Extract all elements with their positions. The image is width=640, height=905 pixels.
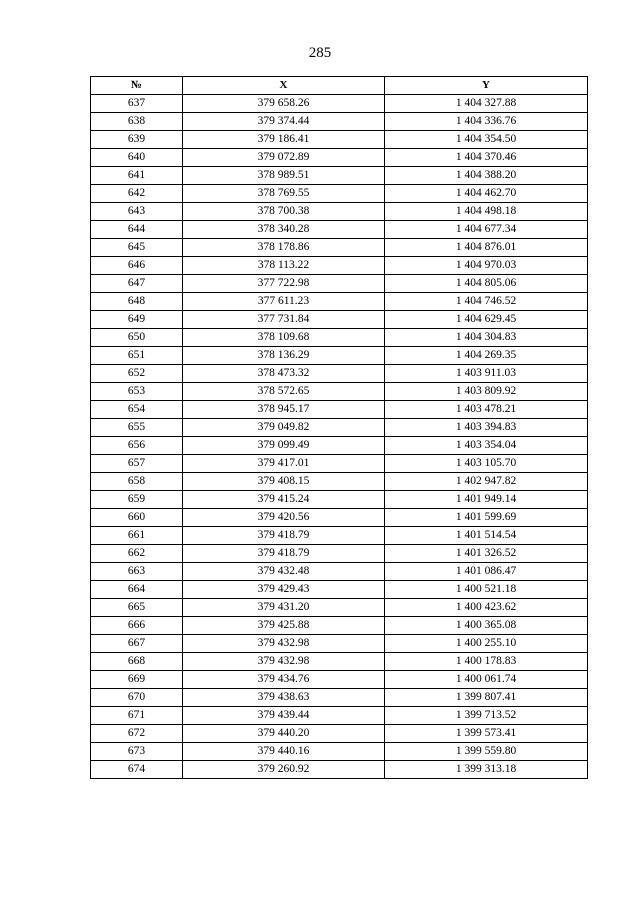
cell-y: 1 403 105.70 bbox=[385, 455, 588, 473]
cell-x: 378 769.55 bbox=[183, 185, 385, 203]
table-row bbox=[91, 473, 588, 491]
table-row bbox=[91, 509, 588, 527]
cell-number: 656 bbox=[91, 437, 183, 455]
cell-number: 646 bbox=[91, 257, 183, 275]
cell-number: 648 bbox=[91, 293, 183, 311]
table-row bbox=[91, 239, 588, 257]
cell-y: 1 404 327.88 bbox=[385, 95, 588, 113]
cell-y: 1 403 354.04 bbox=[385, 437, 588, 455]
cell-x: 377 731.84 bbox=[183, 311, 385, 329]
cell-y: 1 404 970.03 bbox=[385, 257, 588, 275]
cell-y: 1 403 911.03 bbox=[385, 365, 588, 383]
cell-x: 379 260.92 bbox=[183, 761, 385, 779]
cell-y: 1 402 947.82 bbox=[385, 473, 588, 491]
cell-number: 652 bbox=[91, 365, 183, 383]
cell-number: 647 bbox=[91, 275, 183, 293]
table-row bbox=[91, 707, 588, 725]
cell-x: 379 438.63 bbox=[183, 689, 385, 707]
cell-number: 649 bbox=[91, 311, 183, 329]
cell-y: 1 403 478.21 bbox=[385, 401, 588, 419]
cell-y: 1 399 313.18 bbox=[385, 761, 588, 779]
header-number: № bbox=[91, 77, 183, 95]
cell-x: 379 072.89 bbox=[183, 149, 385, 167]
cell-y: 1 404 336.76 bbox=[385, 113, 588, 131]
cell-y: 1 401 086.47 bbox=[385, 563, 588, 581]
cell-x: 379 431.20 bbox=[183, 599, 385, 617]
cell-x: 379 186.41 bbox=[183, 131, 385, 149]
table-row bbox=[91, 689, 588, 707]
cell-number: 638 bbox=[91, 113, 183, 131]
cell-x: 379 425.88 bbox=[183, 617, 385, 635]
cell-y: 1 401 599.69 bbox=[385, 509, 588, 527]
cell-x: 379 418.79 bbox=[183, 545, 385, 563]
table-body bbox=[91, 95, 588, 779]
cell-y: 1 401 949.14 bbox=[385, 491, 588, 509]
cell-number: 641 bbox=[91, 167, 183, 185]
cell-x: 378 136.29 bbox=[183, 347, 385, 365]
cell-x: 378 572.65 bbox=[183, 383, 385, 401]
table-row bbox=[91, 311, 588, 329]
cell-y: 1 404 876.01 bbox=[385, 239, 588, 257]
cell-y: 1 404 354.50 bbox=[385, 131, 588, 149]
table-row bbox=[91, 653, 588, 671]
cell-x: 378 340.28 bbox=[183, 221, 385, 239]
cell-y: 1 404 370.46 bbox=[385, 149, 588, 167]
table-row bbox=[91, 257, 588, 275]
cell-number: 674 bbox=[91, 761, 183, 779]
cell-x: 379 440.16 bbox=[183, 743, 385, 761]
table-row bbox=[91, 437, 588, 455]
cell-x: 379 432.98 bbox=[183, 635, 385, 653]
cell-number: 643 bbox=[91, 203, 183, 221]
cell-number: 669 bbox=[91, 671, 183, 689]
cell-x: 379 374.44 bbox=[183, 113, 385, 131]
cell-y: 1 404 746.52 bbox=[385, 293, 588, 311]
table-row bbox=[91, 743, 588, 761]
cell-number: 660 bbox=[91, 509, 183, 527]
cell-number: 651 bbox=[91, 347, 183, 365]
cell-number: 658 bbox=[91, 473, 183, 491]
table-row bbox=[91, 761, 588, 779]
cell-x: 378 113.22 bbox=[183, 257, 385, 275]
cell-x: 377 611.23 bbox=[183, 293, 385, 311]
table-row bbox=[91, 527, 588, 545]
table-row bbox=[91, 563, 588, 581]
cell-y: 1 404 629.45 bbox=[385, 311, 588, 329]
cell-x: 377 722.98 bbox=[183, 275, 385, 293]
table-row bbox=[91, 617, 588, 635]
table-row bbox=[91, 113, 588, 131]
table-header bbox=[91, 77, 588, 95]
table-row bbox=[91, 725, 588, 743]
cell-number: 644 bbox=[91, 221, 183, 239]
cell-y: 1 399 559.80 bbox=[385, 743, 588, 761]
table-row bbox=[91, 599, 588, 617]
cell-number: 664 bbox=[91, 581, 183, 599]
table-row bbox=[91, 167, 588, 185]
cell-y: 1 400 178.83 bbox=[385, 653, 588, 671]
cell-x: 379 429.43 bbox=[183, 581, 385, 599]
cell-number: 637 bbox=[91, 95, 183, 113]
cell-y: 1 400 423.62 bbox=[385, 599, 588, 617]
cell-x: 379 432.48 bbox=[183, 563, 385, 581]
cell-x: 379 440.20 bbox=[183, 725, 385, 743]
cell-x: 378 109.68 bbox=[183, 329, 385, 347]
cell-x: 379 658.26 bbox=[183, 95, 385, 113]
cell-number: 673 bbox=[91, 743, 183, 761]
cell-number: 654 bbox=[91, 401, 183, 419]
cell-y: 1 399 573.41 bbox=[385, 725, 588, 743]
table-row bbox=[91, 401, 588, 419]
cell-number: 662 bbox=[91, 545, 183, 563]
table-row bbox=[91, 365, 588, 383]
cell-y: 1 399 807.41 bbox=[385, 689, 588, 707]
cell-number: 663 bbox=[91, 563, 183, 581]
table-row bbox=[91, 149, 588, 167]
cell-x: 378 178.86 bbox=[183, 239, 385, 257]
header-x: X bbox=[183, 77, 385, 95]
cell-x: 379 408.15 bbox=[183, 473, 385, 491]
cell-y: 1 404 388.20 bbox=[385, 167, 588, 185]
table-row bbox=[91, 203, 588, 221]
table-row bbox=[91, 419, 588, 437]
cell-number: 670 bbox=[91, 689, 183, 707]
cell-number: 665 bbox=[91, 599, 183, 617]
cell-y: 1 401 514.54 bbox=[385, 527, 588, 545]
cell-y: 1 404 805.06 bbox=[385, 275, 588, 293]
cell-number: 650 bbox=[91, 329, 183, 347]
cell-number: 666 bbox=[91, 617, 183, 635]
page-number: 285 bbox=[308, 45, 332, 61]
cell-x: 379 432.98 bbox=[183, 653, 385, 671]
table-row bbox=[91, 293, 588, 311]
table-row bbox=[91, 185, 588, 203]
table-row bbox=[91, 581, 588, 599]
cell-x: 378 945.17 bbox=[183, 401, 385, 419]
cell-number: 653 bbox=[91, 383, 183, 401]
cell-y: 1 400 061.74 bbox=[385, 671, 588, 689]
cell-x: 378 989.51 bbox=[183, 167, 385, 185]
cell-number: 672 bbox=[91, 725, 183, 743]
cell-y: 1 401 326.52 bbox=[385, 545, 588, 563]
cell-y: 1 399 713.52 bbox=[385, 707, 588, 725]
cell-y: 1 404 498.18 bbox=[385, 203, 588, 221]
cell-number: 645 bbox=[91, 239, 183, 257]
table-row bbox=[91, 131, 588, 149]
table-row bbox=[91, 383, 588, 401]
header-y: Y bbox=[385, 77, 588, 95]
table-row bbox=[91, 635, 588, 653]
cell-y: 1 404 462.70 bbox=[385, 185, 588, 203]
cell-number: 667 bbox=[91, 635, 183, 653]
table-row bbox=[91, 221, 588, 239]
cell-x: 379 417.01 bbox=[183, 455, 385, 473]
cell-x: 379 434.76 bbox=[183, 671, 385, 689]
cell-x: 379 099.49 bbox=[183, 437, 385, 455]
cell-y: 1 400 255.10 bbox=[385, 635, 588, 653]
coordinates-table bbox=[90, 76, 588, 779]
table-row bbox=[91, 95, 588, 113]
header-row bbox=[91, 77, 588, 95]
cell-number: 639 bbox=[91, 131, 183, 149]
table-row bbox=[91, 347, 588, 365]
cell-y: 1 403 809.92 bbox=[385, 383, 588, 401]
table-row bbox=[91, 455, 588, 473]
cell-x: 379 420.56 bbox=[183, 509, 385, 527]
cell-x: 379 439.44 bbox=[183, 707, 385, 725]
cell-number: 640 bbox=[91, 149, 183, 167]
cell-y: 1 400 365.08 bbox=[385, 617, 588, 635]
table-row bbox=[91, 329, 588, 347]
cell-x: 379 049.82 bbox=[183, 419, 385, 437]
cell-x: 378 473.32 bbox=[183, 365, 385, 383]
cell-y: 1 404 269.35 bbox=[385, 347, 588, 365]
cell-y: 1 400 521.18 bbox=[385, 581, 588, 599]
cell-y: 1 403 394.83 bbox=[385, 419, 588, 437]
cell-x: 379 418.79 bbox=[183, 527, 385, 545]
table-row bbox=[91, 275, 588, 293]
cell-x: 378 700.38 bbox=[183, 203, 385, 221]
cell-number: 655 bbox=[91, 419, 183, 437]
cell-number: 642 bbox=[91, 185, 183, 203]
cell-x: 379 415.24 bbox=[183, 491, 385, 509]
cell-number: 657 bbox=[91, 455, 183, 473]
table-row bbox=[91, 545, 588, 563]
table-row bbox=[91, 671, 588, 689]
cell-y: 1 404 677.34 bbox=[385, 221, 588, 239]
cell-number: 661 bbox=[91, 527, 183, 545]
cell-number: 668 bbox=[91, 653, 183, 671]
cell-y: 1 404 304.83 bbox=[385, 329, 588, 347]
cell-number: 671 bbox=[91, 707, 183, 725]
table-row bbox=[91, 491, 588, 509]
cell-number: 659 bbox=[91, 491, 183, 509]
